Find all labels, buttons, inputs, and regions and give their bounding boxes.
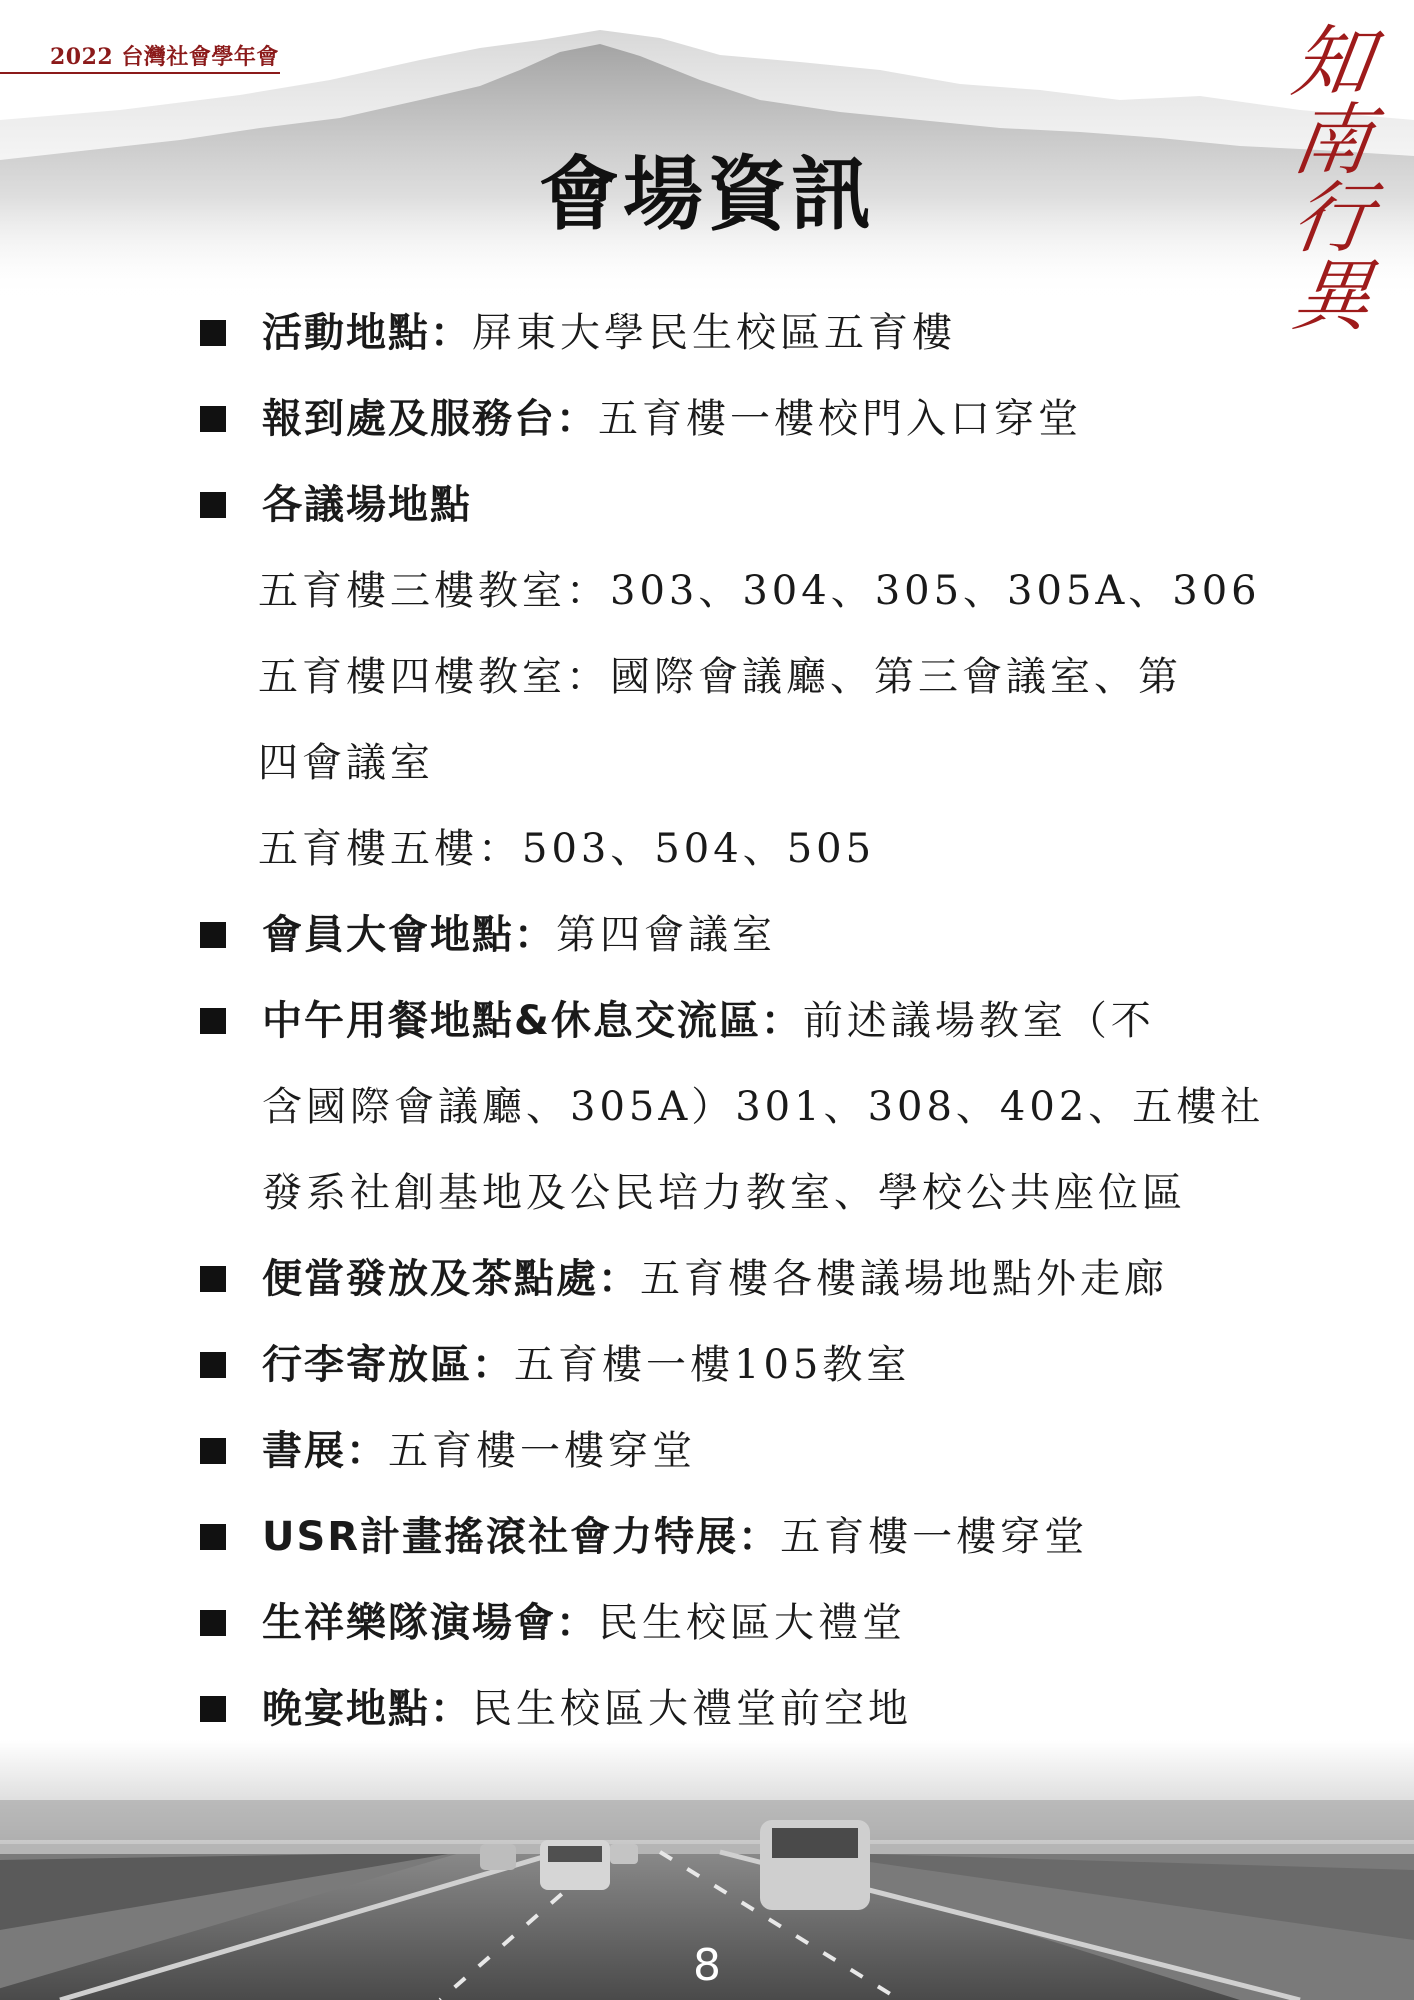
item-value: 第四會議室 bbox=[556, 912, 776, 958]
bullet-square-icon bbox=[200, 1696, 226, 1722]
subitem-text: 五育樓五樓：503、504、505 bbox=[258, 826, 876, 872]
side-title-char: 南 bbox=[1286, 96, 1378, 186]
page-title: 會場資訊 bbox=[539, 148, 875, 241]
item-separator: ： bbox=[430, 310, 472, 356]
item-value: 含國際會議廳、305A）301、308、402、五樓社 bbox=[262, 1084, 1265, 1130]
bullet-square-icon bbox=[200, 406, 226, 432]
page-number: 8 bbox=[693, 1940, 721, 1991]
list-item bbox=[196, 1494, 1276, 1580]
bullet-square-icon bbox=[200, 1266, 226, 1292]
item-label: 會員大會地點 bbox=[262, 912, 514, 958]
item-value: 民生校區大禮堂 bbox=[598, 1600, 906, 1646]
list-subitem bbox=[196, 806, 1276, 892]
item-separator: ： bbox=[556, 396, 598, 442]
list-item-continuation bbox=[196, 1150, 1276, 1236]
item-separator: ： bbox=[556, 1600, 598, 1646]
list-item bbox=[196, 462, 1276, 548]
list-item bbox=[196, 892, 1276, 978]
bullet-square-icon bbox=[200, 320, 226, 346]
list-item bbox=[196, 290, 1276, 376]
item-value: 屏東大學民生校區五育樓 bbox=[472, 310, 956, 356]
item-value: 五育樓一樓穿堂 bbox=[780, 1514, 1089, 1560]
item-value: 五育樓一樓校門入口穿堂 bbox=[598, 396, 1082, 442]
item-value: 發系社創基地及公民培力教室、學校公共座位區 bbox=[262, 1170, 1186, 1216]
list-subitem bbox=[196, 720, 1276, 806]
list-item bbox=[196, 1236, 1276, 1322]
item-separator: ： bbox=[760, 998, 803, 1044]
subitem-text: 五育樓四樓教室：國際會議廳、第三會議室、第 bbox=[258, 654, 1182, 700]
subitem-text: 五育樓三樓教室：303、304、305、305A、306 bbox=[258, 568, 1261, 614]
item-label: 便當發放及茶點處 bbox=[262, 1256, 598, 1302]
bullet-square-icon bbox=[200, 922, 226, 948]
item-separator: ： bbox=[598, 1256, 640, 1302]
item-value: 五育樓一樓105教室 bbox=[514, 1342, 911, 1388]
list-item bbox=[196, 978, 1276, 1064]
side-title-char: 知 bbox=[1286, 18, 1378, 108]
item-value: 前述議場教室（不 bbox=[802, 998, 1155, 1044]
side-title-char: 異 bbox=[1286, 252, 1378, 342]
bullet-square-icon bbox=[200, 1610, 226, 1636]
list-item-continuation bbox=[196, 1064, 1276, 1150]
bullet-square-icon bbox=[200, 1008, 226, 1034]
item-label: 各議場地點 bbox=[262, 482, 472, 528]
bullet-square-icon bbox=[200, 1438, 226, 1464]
subitem-text: 四會議室 bbox=[258, 740, 434, 786]
item-separator: ： bbox=[430, 1686, 472, 1732]
item-label: 中午用餐地點&休息交流區 bbox=[262, 998, 761, 1044]
list-subitem bbox=[196, 548, 1276, 634]
list-item bbox=[196, 1408, 1276, 1494]
item-label: 活動地點 bbox=[262, 310, 430, 356]
item-label: 行李寄放區 bbox=[262, 1342, 472, 1388]
item-value: 五育樓一樓穿堂 bbox=[388, 1428, 696, 1474]
list-item bbox=[196, 1322, 1276, 1408]
item-separator: ： bbox=[346, 1428, 388, 1474]
event-label: 2022 台灣社會學年會 bbox=[50, 44, 279, 70]
list-item bbox=[196, 1580, 1276, 1666]
item-label: USR計畫搖滾社會力特展 bbox=[262, 1514, 739, 1560]
item-separator: ： bbox=[472, 1342, 514, 1388]
item-value: 五育樓各樓議場地點外走廊 bbox=[640, 1256, 1168, 1302]
item-label: 晚宴地點 bbox=[262, 1686, 430, 1732]
bullet-square-icon bbox=[200, 1524, 226, 1550]
item-value: 民生校區大禮堂前空地 bbox=[472, 1686, 912, 1732]
item-label: 生祥樂隊演場會 bbox=[262, 1600, 556, 1646]
list-subitem bbox=[196, 634, 1276, 720]
item-label: 報到處及服務台 bbox=[262, 396, 556, 442]
list-item bbox=[196, 376, 1276, 462]
header-rule bbox=[0, 72, 280, 74]
side-title-char: 行 bbox=[1286, 174, 1378, 264]
item-separator: ： bbox=[514, 912, 556, 958]
item-label: 書展 bbox=[262, 1428, 346, 1474]
bullet-square-icon bbox=[200, 492, 226, 518]
venue-info-list bbox=[196, 290, 1276, 1752]
bullet-square-icon bbox=[200, 1352, 226, 1378]
item-separator: ： bbox=[738, 1514, 781, 1560]
